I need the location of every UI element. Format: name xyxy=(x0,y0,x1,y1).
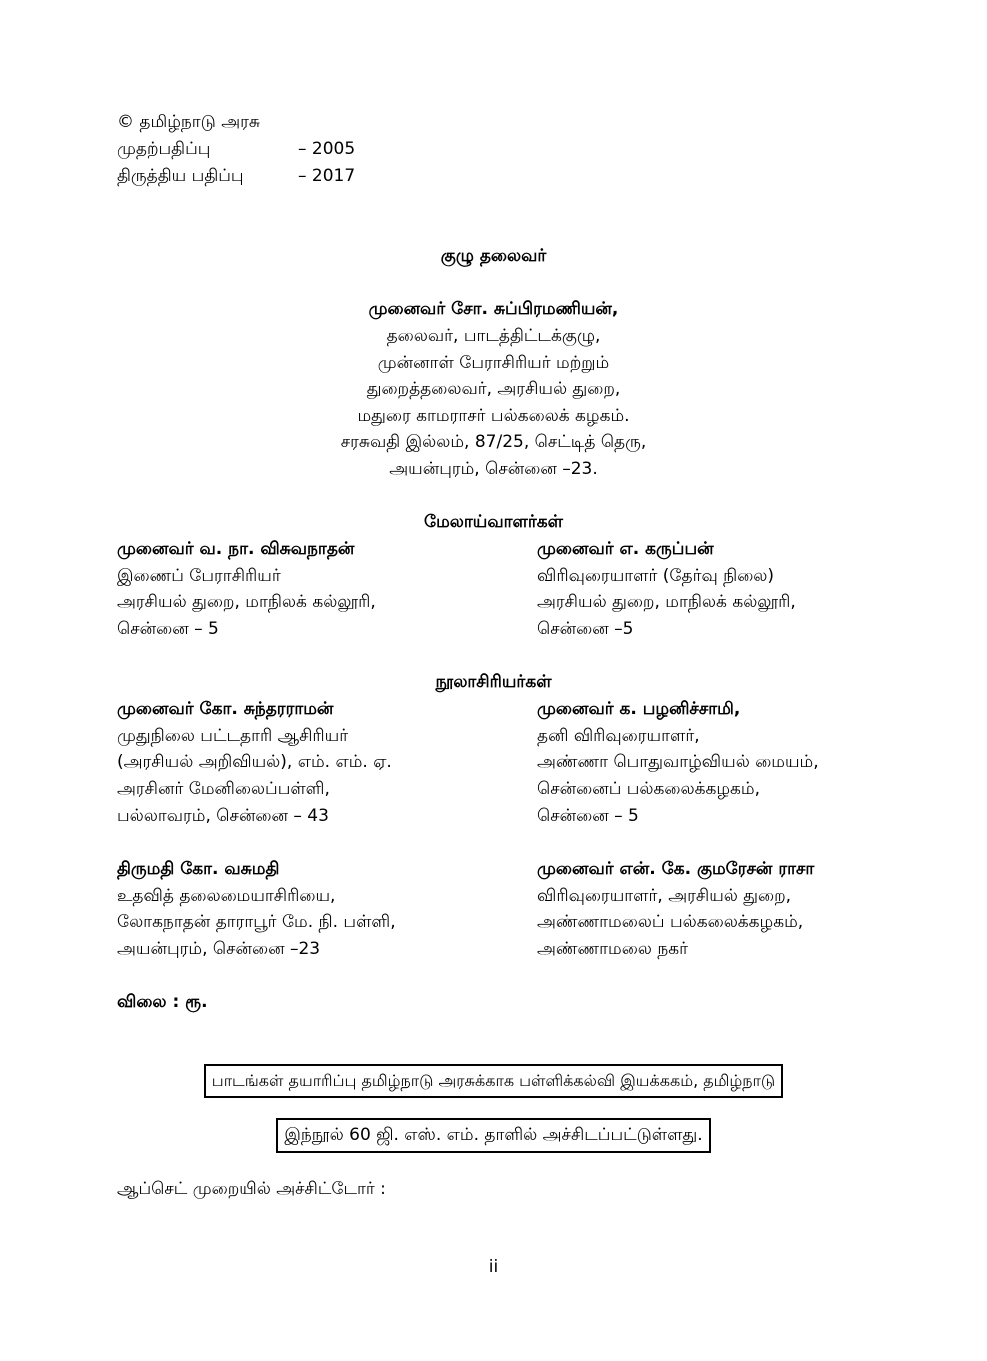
author-line: முதுநிலை பட்டதாரி ஆசிரியர் xyxy=(117,726,349,746)
chairperson-line: தலைவர், பாடத்திட்டக்குழு, xyxy=(386,326,601,346)
author-name: திருமதி கோ. வசுமதி xyxy=(117,859,280,879)
reviewer-line: சென்னை – 5 xyxy=(117,619,219,639)
author-name: முனைவர் க. பழனிச்சாமி, xyxy=(537,699,741,719)
author-line: லோகநாதன் தாராபூர் மே. நி. பள்ளி, xyxy=(117,912,396,932)
chairperson-name: முனைவர் சோ. சுப்பிரமணியன், xyxy=(368,299,619,319)
author-name: முனைவர் கோ. சுந்தரராமன் xyxy=(117,699,334,719)
author-line: சென்னைப் பல்கலைக்கழகம், xyxy=(537,779,760,799)
page-number: ii xyxy=(488,1257,499,1277)
reviewer-line: அரசியல் துறை, மாநிலக் கல்லூரி, xyxy=(537,592,796,612)
reviewer-name: முனைவர் வ. நா. விசுவநாதன் xyxy=(117,539,355,559)
first-edition-label: முதற்பதிப்பு xyxy=(117,139,211,159)
chairperson-line: மதுரை காமராசர் பல்கலைக் கழகம். xyxy=(357,406,630,426)
author-line: விரிவுரையாளர், அரசியல் துறை, xyxy=(537,886,792,906)
reviewer-line: அரசியல் துறை, மாநிலக் கல்லூரி, xyxy=(117,592,376,612)
chairperson-line: அயன்புரம், சென்னை –23. xyxy=(389,459,598,479)
chairperson-line: துறைத்தலைவர், அரசியல் துறை, xyxy=(366,379,621,399)
author-line: அண்ணா பொதுவாழ்வியல் மையம், xyxy=(537,752,819,772)
author-line: சென்னை – 5 xyxy=(537,806,639,826)
revised-edition-year: – 2017 xyxy=(298,166,356,186)
reviewers-heading: மேலாய்வாளர்கள் xyxy=(424,512,563,532)
reviewer-line: இணைப் பேராசிரியர் xyxy=(117,566,281,586)
author-line: உதவித் தலைமையாசிரியை, xyxy=(117,886,336,906)
author-line: (அரசியல் அறிவியல்), எம். எம். ஏ. xyxy=(117,752,392,772)
chairperson-line: முன்னாள் பேராசிரியர் மற்றும் xyxy=(377,353,610,373)
reviewer-name: முனைவர் எ. கருப்பன் xyxy=(537,539,714,559)
revised-edition-label: திருத்திய பதிப்பு xyxy=(117,166,244,186)
printer-label: ஆப்செட் முறையில் அச்சிட்டோர் : xyxy=(117,1179,386,1199)
reviewer-line: சென்னை –5 xyxy=(537,619,634,639)
chairperson-line: சரசுவதி இல்லம், 87/25, செட்டித் தெரு, xyxy=(340,432,647,452)
authors-heading: நூலாசிரியர்கள் xyxy=(435,672,552,692)
paper-notice: இந்நூல் 60 ஜி. எஸ். எம். தாளில் அச்சிடப்பட்டுள்ளது. xyxy=(276,1118,710,1153)
preparation-notice: பாடங்கள் தயாரிப்பு தமிழ்நாடு அரசுக்காக பள்ளிக்கல்வி இயக்ககம், தமிழ்நாடு xyxy=(204,1064,783,1098)
author-line: அரசினர் மேனிலைப்பள்ளி, xyxy=(117,779,330,799)
author-line: அயன்புரம், சென்னை –23 xyxy=(117,939,321,959)
author-name: முனைவர் என். கே. குமரேசன் ராசா xyxy=(537,859,815,879)
author-line: தனி விரிவுரையாளர், xyxy=(537,726,700,746)
author-line: அண்ணாமலைப் பல்கலைக்கழகம், xyxy=(537,912,804,932)
reviewer-line: விரிவுரையாளர் (தேர்வு நிலை) xyxy=(537,566,775,586)
price-label: விலை : ரூ. xyxy=(117,992,208,1012)
copyright-line: © தமிழ்நாடு அரசு xyxy=(117,112,261,132)
chairperson-heading: குழு தலைவர் xyxy=(440,246,547,266)
author-line: அண்ணாமலை நகர் xyxy=(537,939,688,959)
author-line: பல்லாவரம், சென்னை – 43 xyxy=(117,806,329,826)
first-edition-year: – 2005 xyxy=(298,139,356,159)
